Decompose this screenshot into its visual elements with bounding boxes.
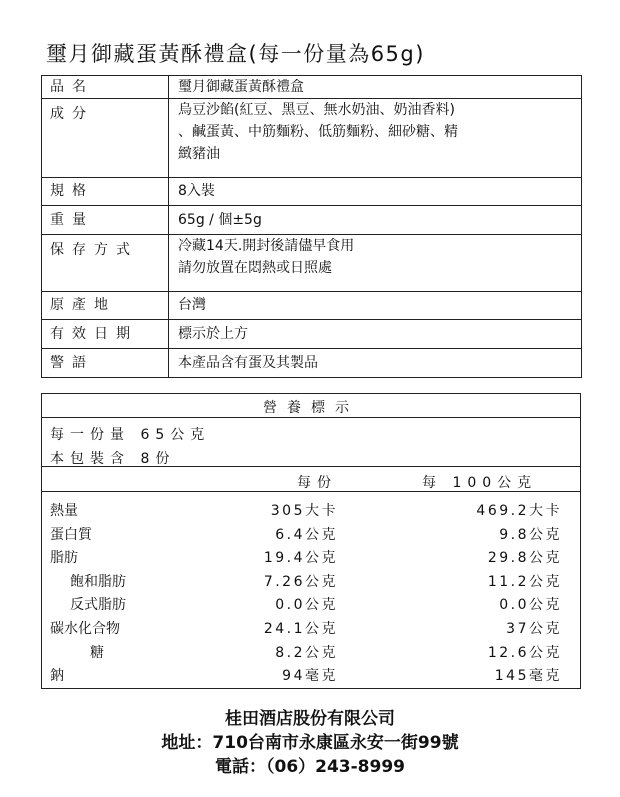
- company-address: 地址：710台南市永康區永安一街99號: [161, 733, 459, 753]
- spec-label: 規格: [42, 178, 169, 206]
- spec-row-warning: [42, 349, 582, 378]
- expiry-label: 有效日期: [42, 320, 169, 349]
- nutrient-name: 碳水化合物: [50, 621, 120, 637]
- nutrient-name: 糖: [90, 644, 104, 661]
- nutrient-name: 脂肪: [50, 550, 78, 567]
- nutrient-per-serving: 305大卡: [270, 503, 338, 519]
- nutrient-per-100g: 9.8公克: [499, 526, 562, 543]
- ingredients-value: [169, 99, 582, 178]
- spec-row-name: [42, 76, 582, 99]
- warning-value: 本產品含有蛋及其製品: [169, 349, 582, 378]
- nutrition-panel: [41, 393, 581, 689]
- name-label: 品名: [42, 76, 169, 99]
- col-per-serving: 每份: [297, 475, 337, 491]
- nutrition-heading-row: [42, 394, 580, 418]
- nutrient-name: 蛋白質: [50, 526, 92, 543]
- warning-label: 警語: [42, 349, 169, 378]
- company-phone: 電話：（06）243-8999: [214, 757, 405, 777]
- nutrient-per-100g: 0.0公克: [499, 597, 562, 614]
- nutrient-per-100g: 12.6公克: [487, 644, 562, 661]
- nutrition-heading: 營養標示: [263, 400, 359, 416]
- nutrient-per-100g: 29.8公克: [487, 550, 562, 567]
- weight-value: 65g / 個±5g: [169, 206, 582, 235]
- nutrient-per-serving: 0.0公克: [275, 597, 338, 614]
- origin-value: 台灣: [169, 292, 582, 320]
- nutrient-per-serving: 8.2公克: [275, 644, 338, 661]
- ingredients-line: 烏豆沙餡(紅豆、黑豆、無水奶油、奶油香料): [178, 102, 455, 118]
- nutrient-name: 飽和脂肪: [70, 573, 126, 590]
- spec-row-storage: [42, 235, 582, 292]
- nutrient-per-serving: 6.4公克: [275, 526, 338, 543]
- spec-row-spec: [42, 178, 582, 206]
- spec-row-ingredients: [42, 99, 582, 178]
- storage-line: 冷藏14天.開封後請儘早食用: [178, 238, 355, 254]
- expiry-value: 標示於上方: [169, 320, 582, 349]
- nutrient-per-serving: 24.1公克: [263, 621, 338, 637]
- nutrient-per-100g: 37公克: [506, 621, 562, 637]
- storage-value: [169, 235, 582, 292]
- ingredients-label: 成分: [42, 99, 169, 178]
- page-title: 璽月御藏蛋黃酥禮盒(每一份量為65g): [46, 42, 425, 66]
- nutrient-name: 鈉: [50, 668, 64, 685]
- nutrient-name: 熱量: [50, 503, 78, 519]
- col-per-100g: 每 100公克: [422, 475, 538, 491]
- storage-line: 請勿放置在悶熱或日照處: [178, 260, 332, 276]
- spec-value: 8入裝: [169, 178, 582, 206]
- spec-row-origin: [42, 292, 582, 320]
- weight-label: 重量: [42, 206, 169, 235]
- spec-row-weight: [42, 206, 582, 235]
- spec-row-expiry: [42, 320, 582, 349]
- nutrient-per-serving: 7.26公克: [263, 573, 338, 590]
- name-value: 璽月御藏蛋黃酥禮盒: [169, 76, 582, 99]
- product-spec-table: [41, 75, 582, 378]
- nutrient-per-100g: 11.2公克: [487, 573, 562, 590]
- ingredients-line: 、鹹蛋黃、中筋麵粉、低筋麵粉、細砂糖、精: [178, 124, 458, 140]
- servings-per-package: 本包裝含 8份: [50, 451, 176, 467]
- serving-size: 每一份量 65公克: [50, 427, 211, 443]
- nutrient-per-serving: 19.4公克: [263, 550, 338, 567]
- nutrient-name: 反式脂肪: [70, 597, 126, 614]
- nutrient-per-100g: 469.2大卡: [476, 503, 562, 519]
- origin-label: 原產地: [42, 292, 169, 320]
- ingredients-line: 緻豬油: [178, 146, 220, 162]
- storage-label: 保存方式: [42, 235, 169, 292]
- nutrient-per-serving: 94毫克: [282, 668, 338, 685]
- nutrient-per-100g: 145毫克: [494, 668, 562, 685]
- company-name: 桂田酒店股份有限公司: [225, 709, 395, 729]
